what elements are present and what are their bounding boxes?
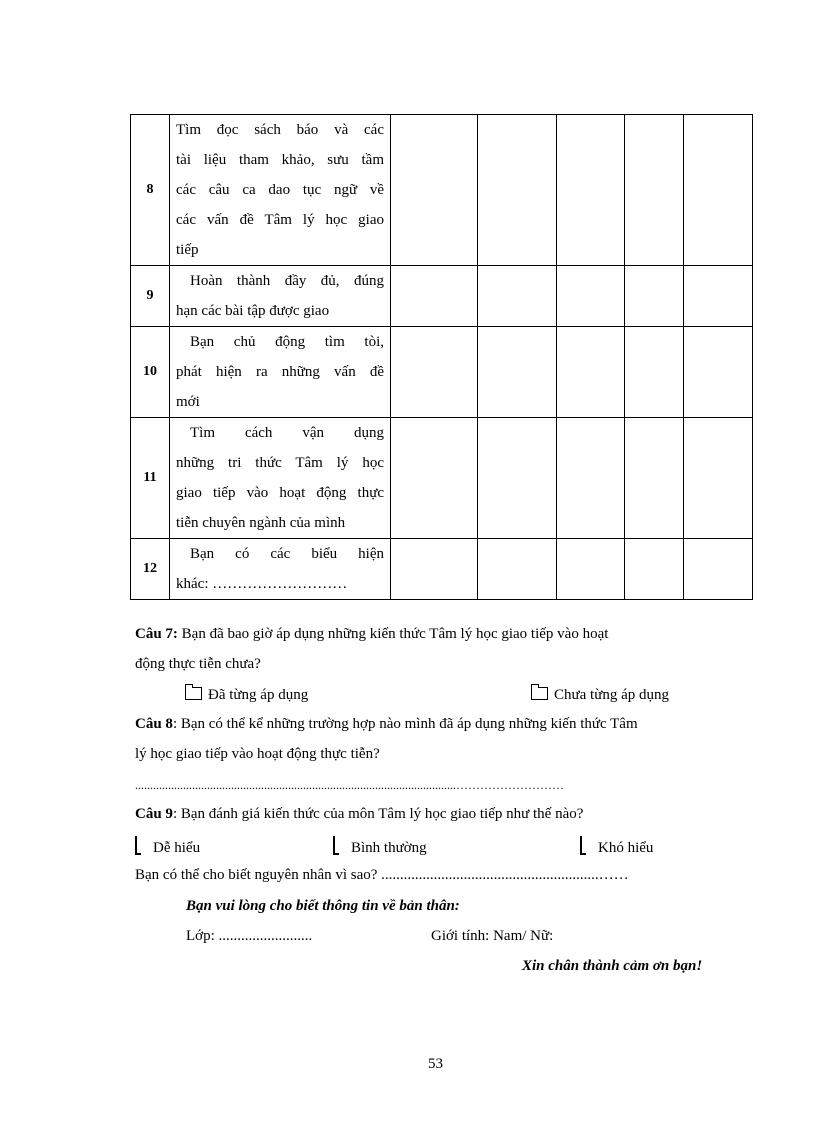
rating-cell[interactable] [391,327,478,418]
row-text [170,327,391,418]
row-text-line: tiếp [176,242,199,258]
rating-cell[interactable] [391,266,478,327]
page-number: 53 [428,1056,443,1072]
rating-cell[interactable] [625,327,684,418]
row-number: 10 [131,327,170,418]
question-7-text: Bạn đã bao giờ áp dụng những kiến thức Tâm lý học giao tiếp vào hoạt [177,626,609,642]
row-number: 9 [131,266,170,327]
rating-cell[interactable] [625,266,684,327]
row-text-line: giao tiếp vào hoạt động thực [176,485,384,501]
q9-option-hard[interactable] [580,836,653,857]
rating-cell[interactable] [625,418,684,539]
rating-cell[interactable] [684,115,753,266]
row-text-line: Bạn chủ động tìm tòi, [190,334,384,350]
q7-option-applied[interactable] [185,687,308,704]
rating-cell[interactable] [478,115,557,266]
question-8 [135,716,638,733]
rating-cell[interactable] [557,115,625,266]
rating-cell[interactable] [625,115,684,266]
table-row [131,266,753,327]
rating-cell[interactable] [557,418,625,539]
rating-cell[interactable] [684,327,753,418]
question-8-text: : Bạn có thể kể những trường hợp nào mình đã áp dụng những kiến thức Tâm [172,716,638,732]
q9-option-normal[interactable] [333,836,427,857]
row-number: 11 [131,418,170,539]
row-text [170,115,391,266]
row-number: 12 [131,539,170,600]
row-text [170,266,391,327]
rating-cell[interactable] [478,418,557,539]
gender-field[interactable]: Giới tính: Nam/ Nữ: [431,928,554,944]
question-9 [135,806,583,823]
rating-cell[interactable] [557,327,625,418]
row-number: 8 [131,115,170,266]
row-text-line: các câu ca dao tục ngữ về [176,182,384,198]
table-row [131,418,753,539]
rating-cell[interactable] [391,539,478,600]
q7-option-not-applied-label: Chưa từng áp dụng [554,687,669,703]
row-text-line: khác: ……………………… [176,576,348,592]
row-text-line: các vấn đề Tâm lý học giao [176,212,384,228]
row-text-line: Bạn có các biểu hiện [190,546,384,562]
row-text-line: Hoàn thành đầy đủ, đúng [190,273,384,289]
class-field[interactable]: Lớp: ......................... [186,928,313,944]
question-7 [135,626,608,643]
question-8-text-line2: lý học giao tiếp vào hoạt động thực tiễn? [135,746,380,762]
table-row [131,115,753,266]
thank-you-text: Xin chân thành cảm ơn bạn! [522,958,703,974]
row-text-line: tài liệu tham khảo, sưu tầm [176,152,384,168]
question-9-label: Câu 9 [135,806,173,822]
row-text-line: phát hiện ra những vấn đề [176,364,384,380]
rating-cell[interactable] [684,539,753,600]
question-8-label: Câu 8 [135,716,173,732]
question-7-label: Câu 7: [135,626,178,642]
row-text [170,418,391,539]
rating-cell[interactable] [391,115,478,266]
rating-cell[interactable] [478,327,557,418]
rating-cell[interactable] [391,418,478,539]
q9-option-hard-label: Khó hiểu [598,840,654,856]
question-7-text-line2: động thực tiễn chưa? [135,656,261,672]
table-row [131,539,753,600]
survey-table [130,114,753,600]
row-text-line: những tri thức Tâm lý học [176,455,384,471]
rating-cell[interactable] [684,266,753,327]
personal-info-heading: Bạn vui lòng cho biết thông tin về bản thân: [186,898,460,914]
q9-option-normal-label: Bình thường [351,840,427,856]
rating-cell[interactable] [557,266,625,327]
question-9-text: : Bạn đánh giá kiến thức của môn Tâm lý học giao tiếp như thế nào? [172,806,584,822]
rating-cell[interactable] [684,418,753,539]
rating-cell[interactable] [478,266,557,327]
rating-cell[interactable] [478,539,557,600]
checkbox-bracket-icon[interactable] [580,836,586,855]
q8-answer-line[interactable]: ...........................................................................................................……………………… [135,778,564,792]
row-text-line: mới [176,394,200,410]
row-text-line: Tìm đọc sách báo và các [176,122,384,138]
table-row [131,327,753,418]
row-text-line: tiễn chuyên ngành của mình [176,515,346,531]
rating-cell[interactable] [625,539,684,600]
folder-checkbox-icon[interactable] [531,687,548,700]
row-text-line: hạn các bài tập được giao [176,303,330,319]
folder-checkbox-icon[interactable] [185,687,202,700]
q9-reason[interactable]: Bạn có thể cho biết nguyên nhân vì sao? ..........................................................…… [135,867,629,883]
row-text [170,539,391,600]
checkbox-bracket-icon[interactable] [333,836,339,855]
checkbox-bracket-icon[interactable] [135,836,141,855]
row-text-line: Tìm cách vận dụng [190,425,384,441]
rating-cell[interactable] [557,539,625,600]
q7-option-applied-label: Đã từng áp dụng [208,687,309,703]
q9-option-easy-label: Dễ hiểu [153,840,201,856]
q7-option-not-applied[interactable] [531,687,669,704]
q9-option-easy[interactable] [135,836,200,857]
